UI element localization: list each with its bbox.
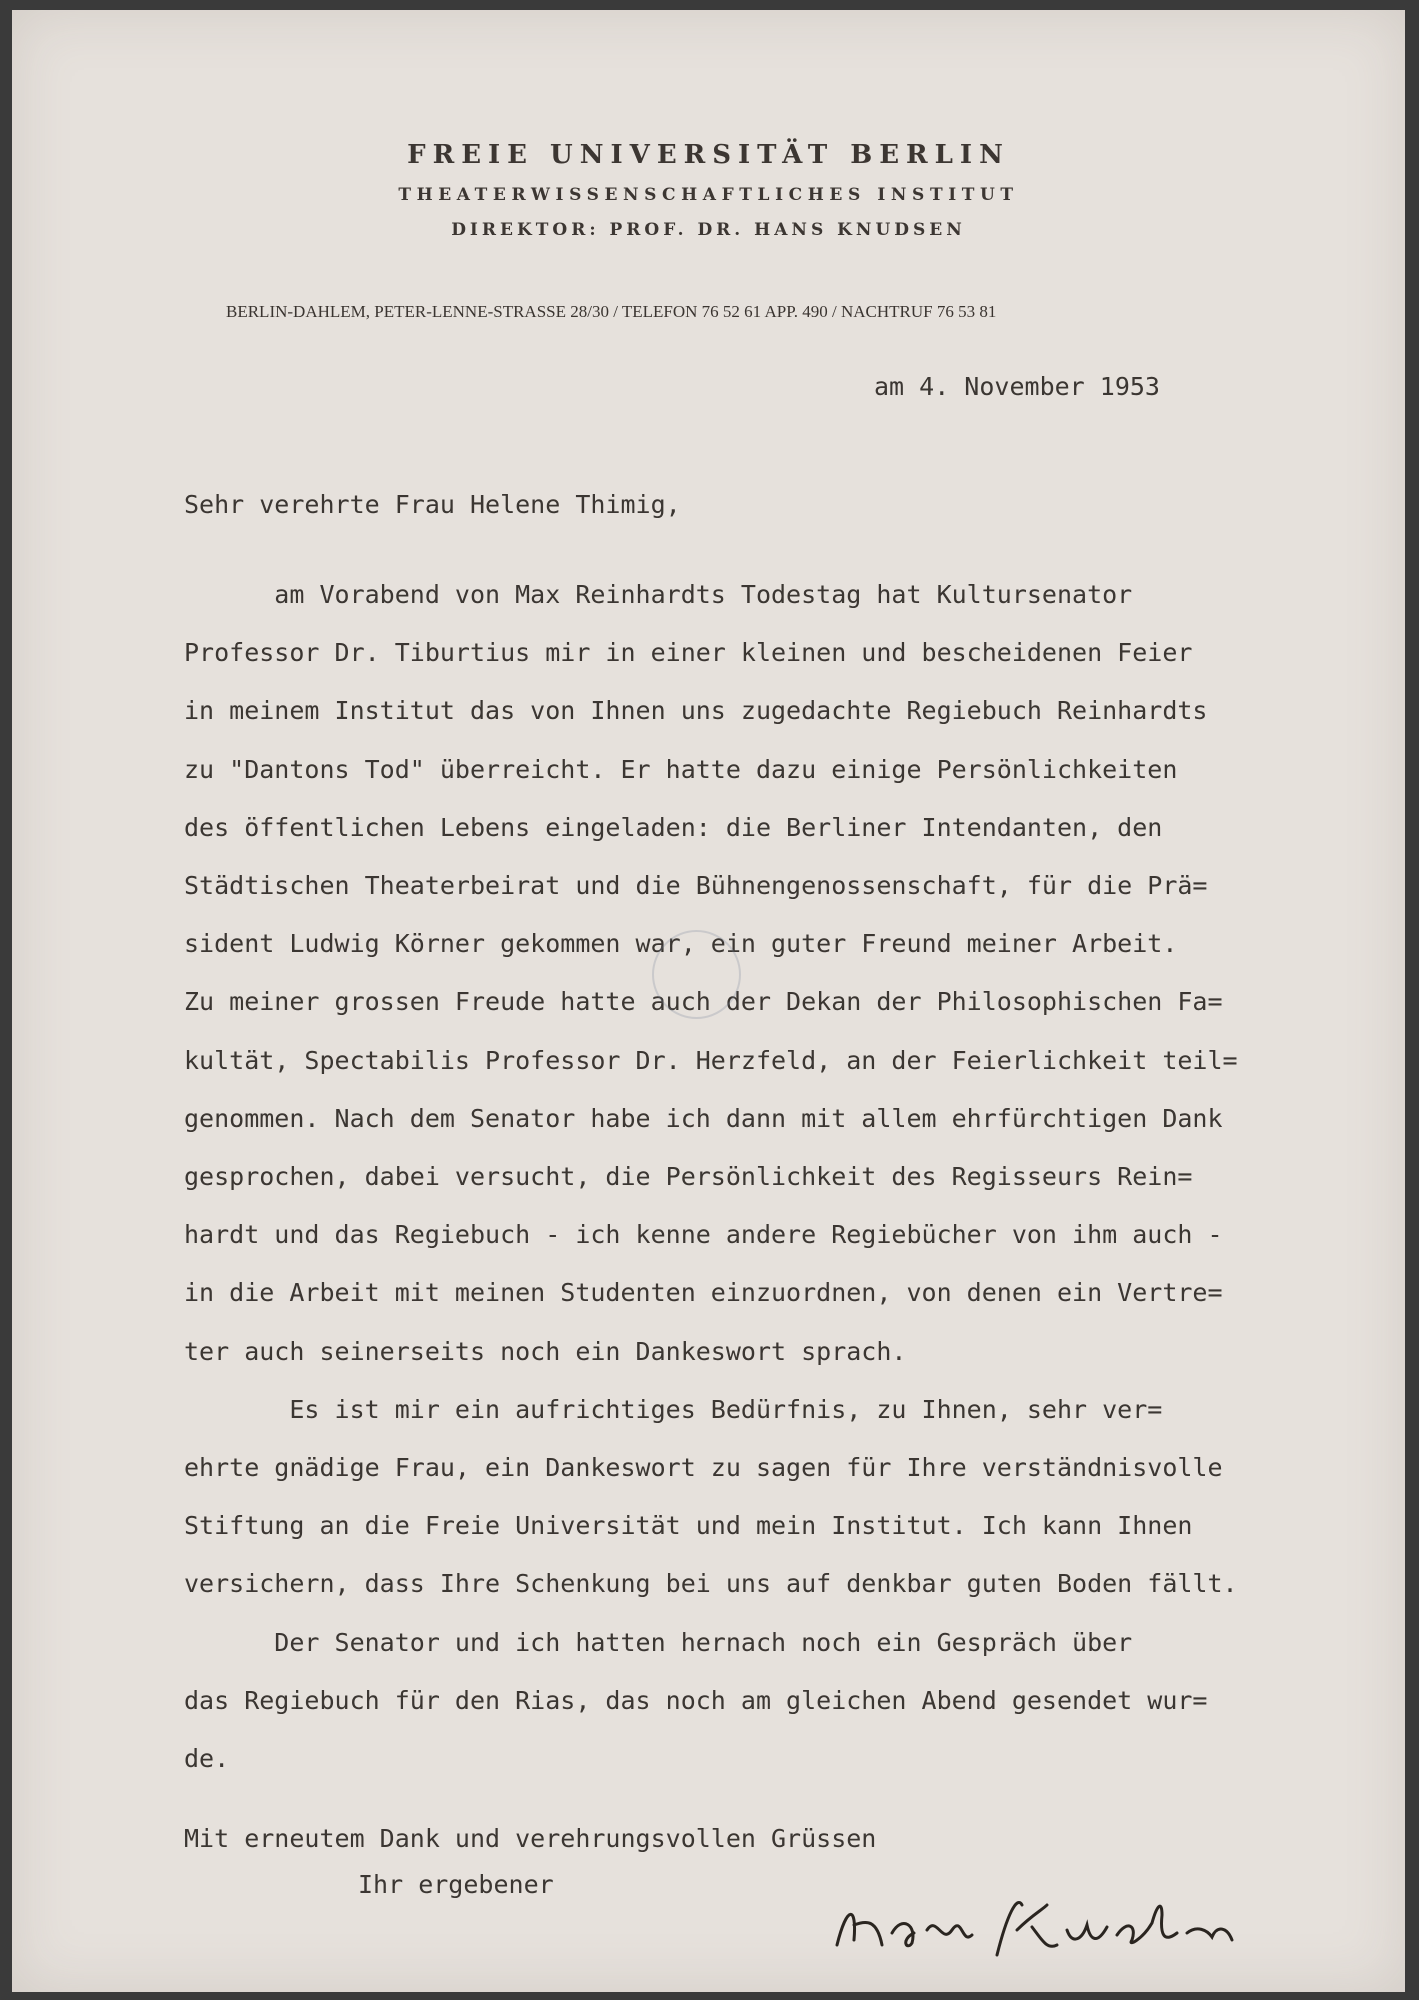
body-line: kultät, Spectabilis Professor Dr. Herzfeld, an der Feierlichkeit teil= bbox=[184, 1045, 1238, 1075]
body-line: das Regiebuch für den Rias, das noch am gleichen Abend gesendet wur= bbox=[184, 1685, 1208, 1715]
letterhead-director: DIREKTOR: PROF. DR. HANS KNUDSEN bbox=[451, 220, 966, 240]
letter-date: am 4. November 1953 bbox=[874, 372, 1160, 401]
closing-regards: Ihr ergebener bbox=[358, 1870, 554, 1899]
faint-stamp bbox=[652, 930, 741, 1019]
body-line: am Vorabend von Max Reinhardts Todestag hat Kultursenator bbox=[184, 580, 1133, 609]
body-line: versichern, dass Ihre Schenkung bei uns auf denkbar guten Boden fällt. bbox=[184, 1569, 1238, 1599]
body-line: Stiftung an die Freie Universität und mein Institut. Ich kann Ihnen bbox=[184, 1511, 1193, 1541]
letterhead-institute: THEATERWISSENSCHAFTLICHES INSTITUT bbox=[398, 185, 1019, 205]
body-line: sident Ludwig Körner gekommen war, ein guter Freund meiner Arbeit. bbox=[184, 929, 1178, 959]
body-line: in meinem Institut das von Ihnen uns zugedachte Regiebuch Reinhardts bbox=[184, 696, 1208, 726]
signature-image bbox=[832, 1885, 1272, 1965]
body-line: Es ist mir ein aufrichtiges Bedürfnis, zu Ihnen, sehr ver= bbox=[184, 1394, 1163, 1424]
closing-line: Mit erneutem Dank und verehrungsvollen Grüssen bbox=[184, 1824, 877, 1853]
body-line: Zu meiner grossen Freude hatte auch der Dekan der Philosophischen Fa= bbox=[184, 987, 1223, 1017]
body-line: in die Arbeit mit meinen Studenten einzuordnen, von denen ein Vertre= bbox=[184, 1278, 1223, 1308]
body-line: zu "Dantons Tod" überreicht. Er hatte dazu einige Persönlichkeiten bbox=[184, 754, 1178, 784]
body-line: Der Senator und ich hatten hernach noch ein Gespräch über bbox=[184, 1627, 1133, 1657]
letter-sheet bbox=[12, 10, 1405, 1992]
letter-salutation: Sehr verehrte Frau Helene Thimig, bbox=[184, 490, 681, 519]
body-line: Professor Dr. Tiburtius mir in einer kleinen und bescheidenen Feier bbox=[184, 638, 1193, 668]
body-line: ter auch seinerseits noch ein Dankeswort sprach. bbox=[184, 1336, 907, 1366]
body-line: gesprochen, dabei versucht, die Persönlichkeit des Regisseurs Rein= bbox=[184, 1162, 1193, 1191]
body-line: de. bbox=[184, 1744, 230, 1773]
body-line: hardt und das Regiebuch - ich kenne andere Regiebücher von ihm auch - bbox=[184, 1220, 1223, 1250]
body-line: des öffentlichen Lebens eingeladen: die Berliner Intendanten, den bbox=[184, 812, 1163, 842]
body-line: Städtischen Theaterbeirat und die Bühnengenossenschaft, für die Prä= bbox=[184, 871, 1208, 900]
body-line: genommen. Nach dem Senator habe ich dann mit allem ehrfürchtigen Dank bbox=[184, 1103, 1223, 1133]
body-line: ehrte gnädige Frau, ein Dankeswort zu sagen für Ihre verständnisvolle bbox=[184, 1453, 1223, 1482]
letterhead-university: FREIE UNIVERSITÄT BERLIN bbox=[407, 140, 1010, 170]
letterhead-address: BERLIN-DAHLEM, PETER-LENNE-STRASSE 28/30 / TELEFON 76 52 61 APP. 490 / NACHTRUF 76 53 81 bbox=[226, 302, 997, 321]
